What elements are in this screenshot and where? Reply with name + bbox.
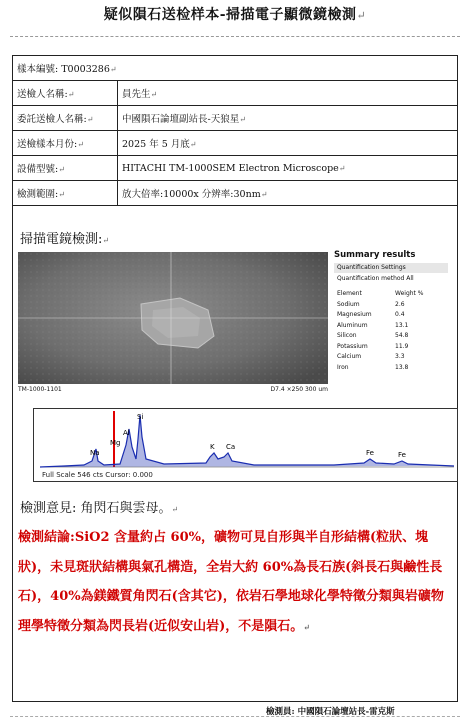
summary-results [334,250,448,373]
eds-spectrum [33,408,458,482]
paragraph-mark: ↵ [303,621,311,632]
quantification-settings: Quantification Settings [334,263,448,273]
summary-header-weight: Weight % [395,290,424,297]
summary-row [334,310,448,321]
document-title [0,4,470,24]
element-name: Calcium [337,353,362,360]
title-divider [10,36,460,37]
peak-label-mg: Mg [110,439,121,447]
agent-value-text: 中國隕石論壇副站長-天狼星 [122,114,240,125]
element-name: Magnesium [337,311,372,318]
submitter-value-text: 員先生 [122,89,151,100]
element-name: Iron [337,363,349,371]
conclusion-text: SiO2 含量約占 60%，礦物可見自形與半自形結構(粒狀、塊狀)，未見斑狀結構與氣孔構造，全岩大約 60%為長石族(斜長石與鹼性長石)，40%為鎂鐵質角閃石(含其它)，依岩石學地球化學特徵分類與岩礦物理學特徵分類為閃長岩(近似安山岩)，不是隕石。 [18,530,444,634]
element-weight: 11.9 [395,342,409,350]
element-name: Silicon [337,332,357,339]
cell-mark: ↵ [58,165,65,174]
peak-label-na: Na [90,449,100,457]
cell-mark: ↵ [260,190,268,199]
peak-label-si: Si [137,413,144,421]
summary-title: Summary results [334,250,416,260]
eds-spectrum-svg [34,409,457,481]
paragraph-mark: ↵ [102,236,110,245]
sem-footer-scale: D7.4 ×250 300 um [270,385,328,393]
title-text: 疑似隕石送检样本-掃描電子顯微鏡檢測 [103,7,357,23]
paragraph-mark: ↵ [171,505,179,514]
summary-row [334,321,448,332]
summary-row [334,300,448,311]
sem-footer [18,384,328,394]
cell-mark: ↵ [338,163,346,173]
summary-row [334,352,448,363]
range-label-text: 檢測範圍: [17,189,59,200]
summary-row [334,331,448,342]
cell-mark: ↵ [150,90,158,99]
element-weight: 0.4 [395,311,405,318]
summary-row [334,342,448,353]
agent-label-text: 委託送檢人名稱: [17,114,87,125]
element-weight: 54.8 [395,332,409,339]
sem-heading [20,228,109,247]
conclusion-label: 檢測結論: [18,530,75,545]
paragraph-mark: ↵ [356,9,367,22]
inspector-signature: 檢測員: 中國隕石論壇站長-雷克斯 [266,707,395,717]
cell-mark: ↵ [86,115,94,124]
sem-micrograph-svg [18,252,328,384]
peak-label-al: Al [123,429,130,437]
cell-mark: ↵ [189,140,197,149]
sample-id-text: 樣本編號: T0003286 [17,64,110,75]
inspection-conclusion [18,523,450,642]
summary-header [334,289,448,300]
peak-label-fe-2: Fe [398,451,406,459]
month-value-text: 2025 年 5 月底 [122,139,190,150]
element-name: Sodium [337,300,360,308]
inspection-opinion [20,497,178,516]
cell-mark: ↵ [67,90,75,99]
range-value-text: 放大倍率:10000x 分辨率:30nm [122,189,261,200]
element-weight: 13.8 [395,363,409,371]
spectrum-footer: Full Scale 546 cts Cursor: 0.000 [42,471,153,479]
bottom-divider [10,716,460,717]
sem-micrograph [18,252,328,384]
summary-row [334,363,448,374]
quantification-method: Quantification method All [337,275,414,282]
submitter-label-text: 送檢人名稱: [17,89,68,100]
cell-mark: ↵ [58,190,65,199]
element-name: Potassium [337,342,368,350]
cell-mark: ↵ [109,65,117,74]
element-weight: 3.3 [395,353,405,360]
device-value-text: HITACHI TM-1000SEM Electron Microscope [122,162,339,174]
cell-mark: ↵ [239,115,246,124]
sem-heading-text: 掃描電鏡檢測: [20,232,103,247]
month-label-text: 送檢樣本月份: [17,139,78,150]
summary-header-element: Element [337,290,362,297]
spectrum-curve [40,415,454,467]
cell-mark: ↵ [77,140,84,149]
peak-label-ca: Ca [226,443,236,451]
element-weight: 2.6 [395,300,405,308]
element-name: Aluminum [337,321,368,329]
peak-label-fe: Fe [366,449,374,457]
sem-footer-id: TM-1000-1101 [18,385,62,393]
peak-label-k: K [210,443,215,451]
element-weight: 13.1 [395,321,409,329]
device-label-text: 設備型號: [17,164,59,175]
opinion-text: 檢測意見: 角閃石與雲母。 [20,501,172,516]
